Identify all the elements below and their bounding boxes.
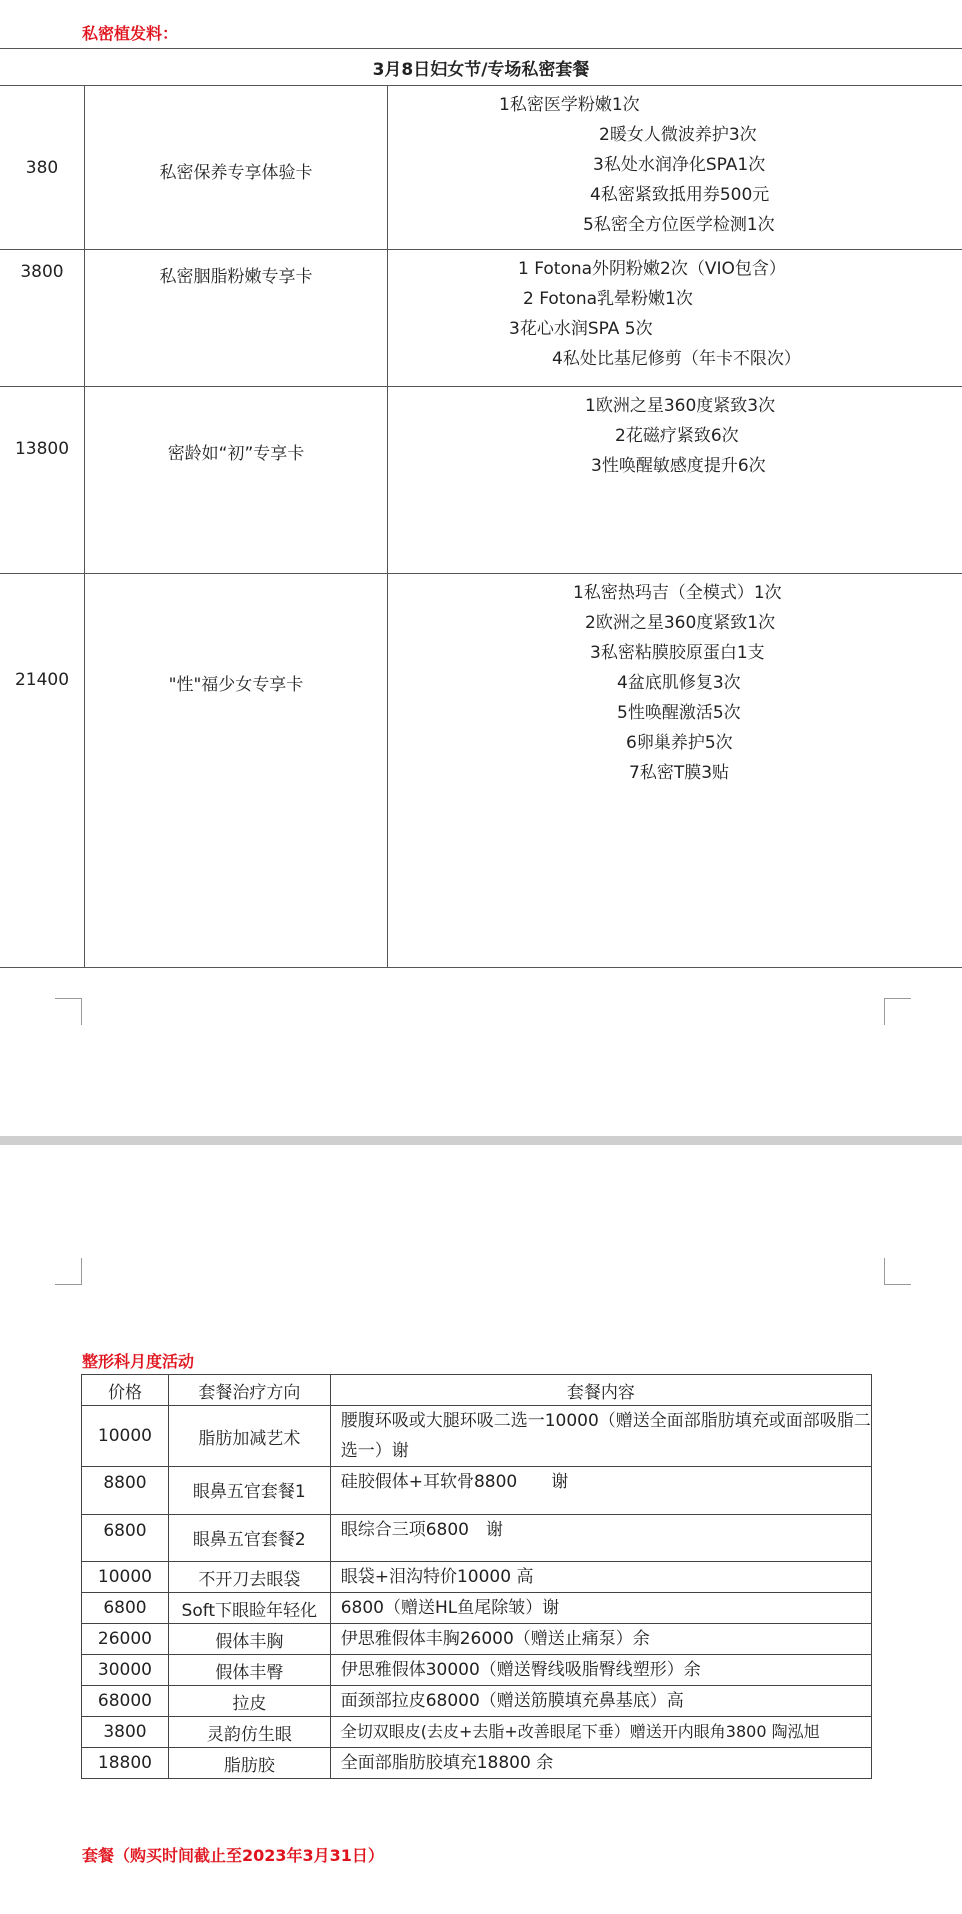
package-item: 3性唤醒敏感度提升6次 — [591, 456, 766, 476]
package-item: 2欧洲之星360度紧致1次 — [585, 613, 776, 633]
page-corner-mark — [884, 1258, 911, 1285]
price-cell: 6800 — [82, 1515, 169, 1562]
package-item: 4私处比基尼修剪（年卡不限次） — [552, 349, 801, 369]
direction-cell: 眼鼻五官套餐2 — [168, 1515, 330, 1562]
package-name: "性"福少女专享卡 — [168, 675, 304, 695]
package-item: 2 Fotona乳晕粉嫩1次 — [523, 289, 693, 309]
package-price: 380 — [25, 158, 59, 178]
package-item: 1 Fotona外阴粉嫩2次（VIO包含） — [518, 259, 786, 279]
package-name: 私密保养专享体验卡 — [159, 163, 313, 183]
table-row — [0, 250, 962, 387]
table-row — [82, 1655, 872, 1686]
package-item: 1私密热玛吉（全模式）1次 — [573, 583, 782, 603]
column-header: 套餐治疗方向 — [168, 1375, 330, 1406]
content-cell: 全切双眼皮(去皮+去脂+改善眼尾下垂）赠送开内眼角3800 陶泓旭 — [330, 1717, 871, 1748]
package-price: 3800 — [20, 262, 64, 282]
direction-cell: Soft下眼睑年轻化 — [168, 1593, 330, 1624]
column-header: 套餐内容 — [330, 1375, 871, 1406]
column-header: 价格 — [82, 1375, 169, 1406]
table-row — [82, 1748, 872, 1779]
page-corner-mark — [884, 998, 911, 1025]
price-cell: 8800 — [82, 1467, 169, 1515]
price-cell: 26000 — [82, 1624, 169, 1655]
direction-cell: 不开刀去眼袋 — [168, 1562, 330, 1593]
content-cell: 眼综合三项6800 谢 — [330, 1515, 871, 1562]
content-cell: 伊思雅假体丰胸26000（赠送止痛泵）余 — [330, 1624, 871, 1655]
page-separator — [0, 1136, 962, 1145]
package-item: 2暖女人微波养护3次 — [599, 125, 757, 145]
package-price: 13800 — [14, 439, 70, 459]
direction-cell: 假体丰胸 — [168, 1624, 330, 1655]
section1-title: 私密植发料： — [82, 24, 179, 43]
table-row — [0, 86, 962, 250]
direction-cell: 拉皮 — [168, 1686, 330, 1717]
package-item: 4盆底肌修复3次 — [617, 673, 741, 693]
section2-title: 整形科月度活动 — [82, 1352, 195, 1371]
table-row — [82, 1562, 872, 1593]
table-row — [82, 1717, 872, 1748]
package-item: 3花心水润SPA 5次 — [509, 319, 653, 339]
table-row — [0, 574, 962, 968]
price-cell: 10000 — [82, 1406, 169, 1467]
package-item: 3私密粘膜胶原蛋白1支 — [590, 643, 765, 663]
direction-cell: 假体丰臀 — [168, 1655, 330, 1686]
womens-day-package-table — [0, 48, 962, 968]
package-deadline-title: 套餐（购买时间截止至2023年3月31日） — [82, 1846, 384, 1865]
content-cell: 眼袋+泪沟特价10000 高 — [330, 1562, 871, 1593]
content-cell: 伊思雅假体30000（赠送臀线吸脂臀线塑形）余 — [330, 1655, 871, 1686]
page-corner-mark — [55, 998, 82, 1025]
direction-cell: 灵韵仿生眼 — [168, 1717, 330, 1748]
page-corner-mark — [55, 1258, 82, 1285]
package-item: 5性唤醒激活5次 — [617, 703, 741, 723]
table-row — [82, 1686, 872, 1717]
table-row — [82, 1515, 872, 1562]
price-cell: 30000 — [82, 1655, 169, 1686]
table-row — [82, 1593, 872, 1624]
package-item: 6卵巢养护5次 — [626, 733, 733, 753]
table-row — [0, 387, 962, 574]
package-item: 1私密医学粉嫩1次 — [499, 95, 640, 115]
direction-cell: 脂肪胶 — [168, 1748, 330, 1779]
table-header: 3月8日妇女节/专场私密套餐 — [0, 48, 962, 86]
price-cell: 68000 — [82, 1686, 169, 1717]
price-cell: 18800 — [82, 1748, 169, 1779]
content-cell: 硅胶假体+耳软骨8800 谢 — [330, 1467, 871, 1515]
direction-cell: 眼鼻五官套餐1 — [168, 1467, 330, 1515]
package-price: 21400 — [14, 670, 70, 690]
content-cell: 面颈部拉皮68000（赠送筋膜填充鼻基底）高 — [330, 1686, 871, 1717]
package-name: 密龄如“初”专享卡 — [167, 444, 305, 464]
table-header-row — [82, 1375, 872, 1406]
price-cell: 3800 — [82, 1717, 169, 1748]
package-item: 4私密紧致抵用券500元 — [590, 185, 770, 205]
package-item: 5私密全方位医学检测1次 — [583, 215, 775, 235]
table-row — [82, 1624, 872, 1655]
content-cell: 腰腹环吸或大腿环吸二选一10000（赠送全面部脂肪填充或面部吸脂二选一）谢 — [330, 1406, 871, 1467]
price-cell: 10000 — [82, 1562, 169, 1593]
content-cell: 全面部脂肪胶填充18800 余 — [330, 1748, 871, 1779]
table-row — [82, 1467, 872, 1515]
price-cell: 6800 — [82, 1593, 169, 1624]
table-row — [82, 1406, 872, 1467]
plastic-surgery-activity-table — [81, 1374, 872, 1779]
package-item: 1欧洲之星360度紧致3次 — [585, 396, 776, 416]
package-name: 私密胭脂粉嫩专享卡 — [159, 267, 313, 287]
package-item: 3私处水润净化SPA1次 — [593, 155, 766, 175]
package-item: 2花磁疗紧致6次 — [615, 426, 739, 446]
direction-cell: 脂肪加减艺术 — [168, 1406, 330, 1467]
content-cell: 6800（赠送HL鱼尾除皱）谢 — [330, 1593, 871, 1624]
package-item: 7私密T膜3贴 — [629, 763, 730, 783]
